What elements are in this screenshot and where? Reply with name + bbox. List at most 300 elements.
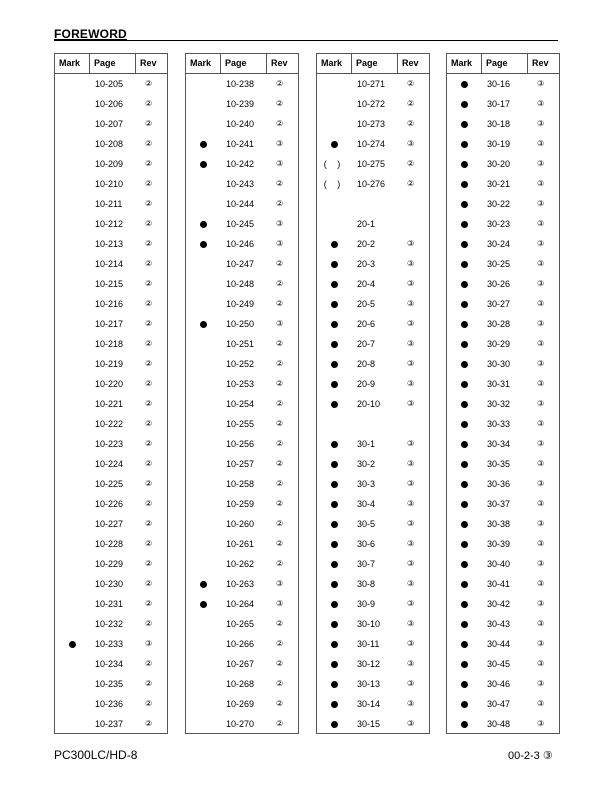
revised-mark-icon — [186, 314, 220, 334]
table-row — [447, 594, 559, 614]
table-row — [55, 614, 167, 634]
filled-circle-icon — [461, 541, 468, 548]
row-page: 30-5 — [357, 519, 376, 529]
row-mark-empty — [55, 554, 89, 574]
table-row — [55, 574, 167, 594]
table-row — [55, 534, 167, 554]
row-page: 10-262 — [226, 559, 255, 569]
filled-circle-icon — [200, 161, 207, 168]
row-rev: ③ — [537, 459, 545, 468]
row-page: 10-248 — [226, 279, 255, 289]
revised-mark-icon — [447, 414, 481, 434]
row-rev: ② — [145, 179, 153, 188]
table-row — [186, 614, 298, 634]
row-rev: ② — [407, 159, 415, 168]
table-row — [55, 594, 167, 614]
table-row — [55, 274, 167, 294]
table-row — [447, 94, 559, 114]
header-divider — [220, 54, 221, 74]
row-page: 30-14 — [357, 699, 381, 709]
row-mark-empty — [186, 194, 220, 214]
row-page: 30-13 — [357, 679, 381, 689]
row-mark: ( ) — [323, 159, 345, 169]
table-header — [55, 54, 167, 74]
table-row — [317, 334, 429, 354]
revised-mark-icon — [186, 594, 220, 614]
row-rev: ③ — [407, 459, 415, 468]
table-row — [186, 414, 298, 434]
header-divider — [266, 54, 267, 74]
table-row — [317, 194, 429, 214]
row-rev: ③ — [537, 499, 545, 508]
row-mark-empty — [55, 134, 89, 154]
row-rev: ③ — [276, 219, 284, 228]
row-rev: ② — [276, 79, 284, 88]
table-row — [447, 474, 559, 494]
row-rev: ② — [276, 439, 284, 448]
row-rev: ③ — [276, 159, 284, 168]
row-page: 30-31 — [487, 379, 511, 389]
row-page: 30-43 — [487, 619, 511, 629]
row-page: 10-243 — [226, 179, 255, 189]
filled-circle-icon — [331, 301, 338, 308]
row-mark-empty — [55, 194, 89, 214]
table-header — [317, 54, 429, 74]
row-page: 10-212 — [95, 219, 124, 229]
row-page: 30-46 — [487, 679, 511, 689]
row-page: 30-17 — [487, 99, 511, 109]
row-mark-empty — [186, 354, 220, 374]
row-mark-empty — [317, 214, 351, 234]
table-row — [186, 174, 298, 194]
table-row — [447, 414, 559, 434]
table-row — [317, 634, 429, 654]
filled-circle-icon — [331, 401, 338, 408]
table-row — [447, 574, 559, 594]
row-rev: ② — [145, 699, 153, 708]
row-rev: ② — [145, 479, 153, 488]
row-rev: ③ — [407, 259, 415, 268]
row-rev: ③ — [407, 359, 415, 368]
row-mark-empty — [186, 674, 220, 694]
row-page: 10-253 — [226, 379, 255, 389]
table-row — [55, 514, 167, 534]
revised-mark-icon — [186, 574, 220, 594]
row-mark-empty — [186, 494, 220, 514]
table-row — [317, 254, 429, 274]
row-page: 30-44 — [487, 639, 511, 649]
row-mark-empty — [186, 434, 220, 454]
revised-mark-icon — [317, 234, 351, 254]
filled-circle-icon — [461, 121, 468, 128]
row-page: 10-260 — [226, 519, 255, 529]
row-page: 30-23 — [487, 219, 511, 229]
row-page: 30-18 — [487, 119, 511, 129]
table-row — [186, 694, 298, 714]
table-row — [55, 474, 167, 494]
filled-circle-icon — [461, 181, 468, 188]
row-mark-empty — [186, 454, 220, 474]
row-mark-empty — [55, 274, 89, 294]
row-rev: ② — [145, 579, 153, 588]
table-row — [55, 554, 167, 574]
table-row — [186, 714, 298, 734]
header-rev: Rev — [402, 58, 419, 68]
row-rev: ② — [276, 179, 284, 188]
row-mark-empty — [186, 694, 220, 714]
row-rev: ③ — [407, 579, 415, 588]
row-rev: ③ — [407, 339, 415, 348]
row-rev: ③ — [537, 399, 545, 408]
row-page: 10-242 — [226, 159, 255, 169]
row-rev: ③ — [407, 699, 415, 708]
revised-mark-icon — [186, 154, 220, 174]
row-mark-empty — [55, 614, 89, 634]
table-row — [447, 514, 559, 534]
row-rev: ② — [145, 339, 153, 348]
filled-circle-icon — [461, 321, 468, 328]
row-page: 10-231 — [95, 599, 124, 609]
row-mark-empty — [186, 634, 220, 654]
row-rev: ② — [276, 639, 284, 648]
table-row — [186, 454, 298, 474]
row-page: 10-229 — [95, 559, 124, 569]
table-row — [447, 274, 559, 294]
filled-circle-icon — [461, 501, 468, 508]
row-rev: ③ — [537, 419, 545, 428]
row-rev: ③ — [276, 139, 284, 148]
filled-circle-icon — [461, 341, 468, 348]
row-mark-empty — [186, 74, 220, 94]
table-row — [55, 74, 167, 94]
table-row — [447, 154, 559, 174]
revised-mark-icon — [447, 174, 481, 194]
revised-mark-icon — [317, 314, 351, 334]
row-page: 10-236 — [95, 699, 124, 709]
filled-circle-icon — [461, 241, 468, 248]
row-rev: ② — [276, 99, 284, 108]
header-rev: Rev — [140, 58, 157, 68]
filled-circle-icon — [200, 221, 207, 228]
table-row — [186, 274, 298, 294]
filled-circle-icon — [461, 201, 468, 208]
row-mark-empty — [55, 694, 89, 714]
table-row — [447, 634, 559, 654]
row-page: 30-35 — [487, 459, 511, 469]
row-page: 10-269 — [226, 699, 255, 709]
page-title: FOREWORD — [54, 27, 127, 41]
row-rev: ② — [276, 679, 284, 688]
row-rev: ② — [145, 99, 153, 108]
table-row — [186, 114, 298, 134]
row-page: 10-247 — [226, 259, 255, 269]
row-rev: ② — [145, 719, 153, 728]
row-rev: ③ — [407, 539, 415, 548]
row-page: 10-275 — [357, 159, 386, 169]
table-row — [447, 314, 559, 334]
header-divider — [527, 54, 528, 74]
row-rev: ③ — [407, 439, 415, 448]
row-page: 30-12 — [357, 659, 381, 669]
revised-mark-icon — [447, 474, 481, 494]
table-row — [447, 214, 559, 234]
row-rev: ③ — [276, 239, 284, 248]
row-page: 10-215 — [95, 279, 124, 289]
row-rev: ③ — [407, 559, 415, 568]
table-row — [447, 674, 559, 694]
table-row — [317, 574, 429, 594]
table-row — [186, 434, 298, 454]
filled-circle-icon — [461, 81, 468, 88]
filled-circle-icon — [461, 381, 468, 388]
table-row — [55, 414, 167, 434]
header-divider — [481, 54, 482, 74]
filled-circle-icon — [331, 241, 338, 248]
table-row — [55, 674, 167, 694]
revised-mark-icon — [447, 554, 481, 574]
row-page: 30-20 — [487, 159, 511, 169]
row-rev: ② — [407, 179, 415, 188]
revised-mark-icon — [317, 594, 351, 614]
row-page: 10-217 — [95, 319, 124, 329]
row-mark: ( ) — [323, 179, 345, 189]
header-divider — [397, 54, 398, 74]
revised-mark-icon — [447, 634, 481, 654]
table-row — [447, 434, 559, 454]
row-rev: ② — [276, 479, 284, 488]
filled-circle-icon — [461, 561, 468, 568]
row-mark-empty — [55, 314, 89, 334]
table-row — [55, 334, 167, 354]
filled-circle-icon — [331, 141, 338, 148]
filled-circle-icon — [461, 261, 468, 268]
row-rev: ② — [276, 419, 284, 428]
header-mark: Mark — [451, 58, 473, 68]
table-row — [186, 234, 298, 254]
row-rev: ② — [145, 519, 153, 528]
row-mark-empty — [55, 254, 89, 274]
filled-circle-icon — [331, 581, 338, 588]
row-rev: ② — [276, 699, 284, 708]
header-page: Page — [225, 58, 247, 68]
revision-table — [446, 53, 560, 734]
row-rev: ③ — [537, 719, 545, 728]
table-row — [317, 474, 429, 494]
row-rev: ③ — [407, 299, 415, 308]
filled-circle-icon — [331, 381, 338, 388]
table-row — [317, 154, 429, 174]
row-rev: ② — [276, 259, 284, 268]
row-page: 10-258 — [226, 479, 255, 489]
row-page: 10-244 — [226, 199, 255, 209]
row-rev: ② — [276, 519, 284, 528]
revised-mark-icon — [447, 394, 481, 414]
table-row — [317, 614, 429, 634]
row-mark-empty — [55, 234, 89, 254]
header-page: Page — [94, 58, 116, 68]
filled-circle-icon — [461, 701, 468, 708]
row-page: 10-205 — [95, 79, 124, 89]
row-mark-empty — [55, 414, 89, 434]
revised-mark-icon — [447, 454, 481, 474]
revised-mark-icon — [447, 314, 481, 334]
table-row — [447, 374, 559, 394]
filled-circle-icon — [331, 561, 338, 568]
row-page: 10-234 — [95, 659, 124, 669]
row-mark-empty — [186, 714, 220, 734]
revision-table — [185, 53, 299, 734]
revised-mark-icon — [317, 434, 351, 454]
row-rev: ② — [276, 379, 284, 388]
row-rev: ② — [276, 499, 284, 508]
row-page: 30-30 — [487, 359, 511, 369]
table-row — [186, 394, 298, 414]
table-row — [447, 354, 559, 374]
filled-circle-icon — [461, 681, 468, 688]
row-page: 10-276 — [357, 179, 386, 189]
row-page: 10-230 — [95, 579, 124, 589]
table-row — [447, 714, 559, 734]
table-row — [55, 494, 167, 514]
row-rev: ③ — [407, 399, 415, 408]
revised-mark-icon — [447, 514, 481, 534]
row-rev: ② — [145, 459, 153, 468]
row-rev: ② — [145, 399, 153, 408]
table-row — [186, 154, 298, 174]
header-page: Page — [356, 58, 378, 68]
row-page: 10-254 — [226, 399, 255, 409]
row-rev: ③ — [537, 599, 545, 608]
row-mark-empty — [186, 254, 220, 274]
row-rev: ② — [145, 599, 153, 608]
table-row — [447, 614, 559, 634]
header-mark: Mark — [190, 58, 212, 68]
table-row — [186, 254, 298, 274]
row-rev: ② — [145, 419, 153, 428]
revised-mark-icon — [55, 634, 89, 654]
header-rev: Rev — [532, 58, 549, 68]
table-row — [317, 374, 429, 394]
table-row — [447, 114, 559, 134]
row-rev: ③ — [407, 639, 415, 648]
row-mark-empty — [186, 614, 220, 634]
revised-mark-icon — [317, 614, 351, 634]
header-mark: Mark — [321, 58, 343, 68]
row-page: 10-259 — [226, 499, 255, 509]
table-row — [447, 134, 559, 154]
filled-circle-icon — [331, 341, 338, 348]
header-mark: Mark — [59, 58, 81, 68]
table-row — [317, 494, 429, 514]
row-rev: ③ — [407, 659, 415, 668]
revised-mark-icon — [447, 374, 481, 394]
filled-circle-icon — [331, 661, 338, 668]
revised-mark-icon — [317, 334, 351, 354]
revised-mark-icon — [317, 674, 351, 694]
table-row — [447, 534, 559, 554]
row-page: 10-252 — [226, 359, 255, 369]
filled-circle-icon — [331, 681, 338, 688]
row-rev: ③ — [537, 239, 545, 248]
row-rev: ③ — [537, 299, 545, 308]
filled-circle-icon — [461, 361, 468, 368]
row-page: 10-206 — [95, 99, 124, 109]
row-page: 10-264 — [226, 599, 255, 609]
row-page: 20-2 — [357, 239, 376, 249]
row-rev: ② — [145, 279, 153, 288]
revised-mark-icon — [447, 674, 481, 694]
filled-circle-icon — [331, 701, 338, 708]
revised-mark-icon — [447, 154, 481, 174]
table-row — [186, 374, 298, 394]
row-rev: ② — [276, 399, 284, 408]
row-page: 10-216 — [95, 299, 124, 309]
row-mark-empty — [317, 414, 351, 434]
filled-circle-icon — [331, 261, 338, 268]
row-rev: ③ — [407, 719, 415, 728]
row-rev: ② — [276, 719, 284, 728]
row-mark-empty — [317, 74, 351, 94]
row-page: 10-255 — [226, 419, 255, 429]
table-row — [447, 394, 559, 414]
table-row — [317, 414, 429, 434]
revision-table — [54, 53, 168, 734]
row-rev: ② — [276, 279, 284, 288]
row-rev: ② — [276, 459, 284, 468]
filled-circle-icon — [331, 441, 338, 448]
table-row — [317, 554, 429, 574]
table-row — [447, 234, 559, 254]
row-page: 30-38 — [487, 519, 511, 529]
row-rev: ② — [276, 199, 284, 208]
row-page: 30-16 — [487, 79, 511, 89]
row-rev: ③ — [407, 479, 415, 488]
row-rev: ③ — [537, 579, 545, 588]
filled-circle-icon — [461, 661, 468, 668]
filled-circle-icon — [200, 581, 207, 588]
row-page: 30-7 — [357, 559, 376, 569]
row-rev: ③ — [537, 279, 545, 288]
filled-circle-icon — [461, 281, 468, 288]
row-page: 10-238 — [226, 79, 255, 89]
row-mark-empty — [186, 534, 220, 554]
row-rev: ② — [407, 119, 415, 128]
revised-mark-icon — [447, 654, 481, 674]
row-page: 30-37 — [487, 499, 511, 509]
row-rev: ② — [145, 499, 153, 508]
row-mark-empty — [317, 194, 351, 214]
table-row — [186, 94, 298, 114]
revised-mark-icon — [317, 254, 351, 274]
revised-mark-icon — [447, 94, 481, 114]
table-row — [317, 274, 429, 294]
revised-mark-icon — [317, 294, 351, 314]
row-page: 30-2 — [357, 459, 376, 469]
row-rev: ② — [145, 359, 153, 368]
row-rev: ③ — [537, 219, 545, 228]
row-rev: ③ — [407, 499, 415, 508]
table-row — [447, 694, 559, 714]
row-page: 10-210 — [95, 179, 124, 189]
row-rev: ③ — [537, 139, 545, 148]
row-page: 30-27 — [487, 299, 511, 309]
row-page: 10-270 — [226, 719, 255, 729]
row-rev: ③ — [537, 79, 545, 88]
row-rev: ③ — [537, 259, 545, 268]
row-rev: ② — [145, 679, 153, 688]
table-row — [317, 234, 429, 254]
row-page: 10-271 — [357, 79, 386, 89]
